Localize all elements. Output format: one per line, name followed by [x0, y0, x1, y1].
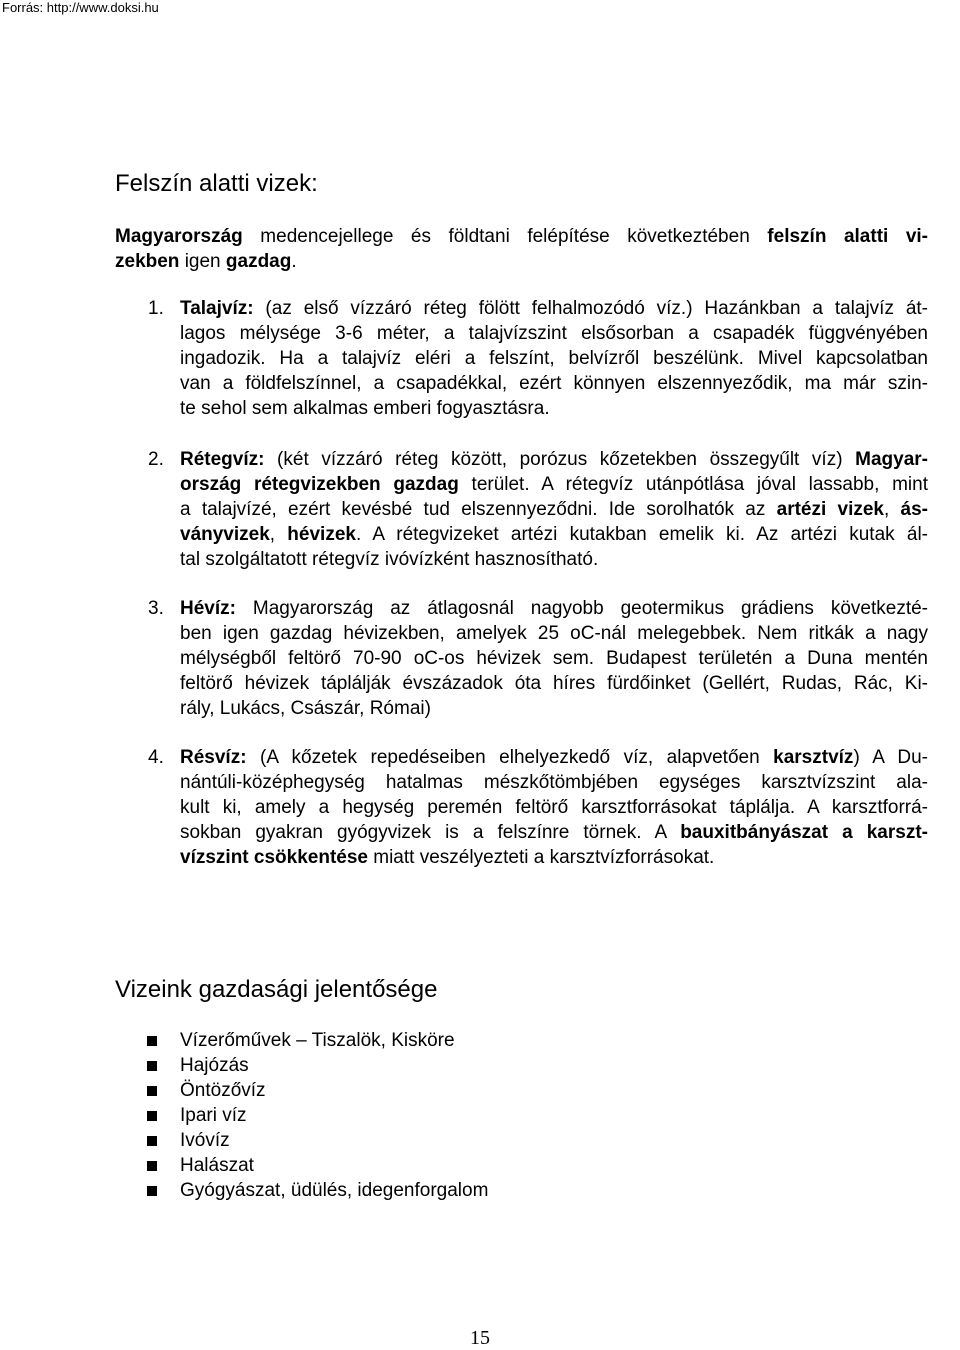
bold-text: Hévíz: [180, 598, 236, 619]
text: . [291, 251, 297, 272]
section-heading-groundwater: Felszín alatti vizek: [115, 170, 318, 197]
intro-line [115, 249, 928, 274]
item-line [180, 497, 928, 522]
item-line: nántúli-középhegység hatalmas mészkőtömbjében egységes karsztvízszint ala- [180, 772, 928, 793]
square-bullet-icon [147, 1161, 157, 1171]
list-item-retegviz [180, 447, 928, 572]
text: (A kőzetek repedéseiben elhelyezkedő víz, alapvetően [246, 747, 774, 768]
bold-text: ország rétegvizekben gazdag [180, 474, 459, 495]
bold-text: zekben [115, 251, 180, 272]
item-line [180, 472, 928, 497]
item-line: mélységből feltörő 70-90 oC-os hévizek sem. Budapest területén a Duna mentén [180, 648, 928, 669]
item-line: feltörő hévizek táplálják évszázadok óta híres fürdőinket (Gellért, Rudas, Rác, Ki- [180, 673, 928, 694]
bold-text: Talajvíz: [180, 298, 254, 319]
list-item-label: Ivóvíz [180, 1130, 230, 1151]
bold-text: gazdag [225, 251, 292, 272]
square-bullet-icon [147, 1136, 157, 1146]
list-item [147, 1153, 488, 1178]
bold-text: ás- [900, 499, 928, 520]
list-item [147, 1178, 488, 1203]
list-item-label: Vízerőművek – Tiszalök, Kisköre [180, 1030, 455, 1051]
list-item [147, 1028, 488, 1053]
list-item-label: Gyógyászat, üdülés, idegenforgalom [180, 1180, 489, 1201]
item-line [180, 845, 928, 870]
text: ) A Du- [853, 747, 928, 768]
bold-text: ványvizek [180, 524, 270, 545]
item-line [180, 745, 928, 770]
square-bullet-icon [147, 1111, 157, 1121]
intro-line [115, 224, 928, 249]
square-bullet-icon [147, 1061, 157, 1071]
text: . A rétegvizeket artézi kutakban emelik ki. Az artézi kutak ál- [355, 524, 928, 545]
text: a talajvízé, ezért kevésbé tud elszennyeződni. Ide sorolhatók az [180, 499, 777, 520]
item-line: ben igen gazdag hévizekben, amelyek 25 oC-nál melegebbek. Nem ritkák a nagy [180, 623, 928, 644]
bold-text: artézi vizek [776, 499, 884, 520]
section-heading-economic: Vizeink gazdasági jelentősége [115, 976, 438, 1003]
list-item [147, 1103, 488, 1128]
text: sokban gyakran gyógyvizek is a felszínre törnek. A [180, 822, 681, 843]
bold-text: vízszint csökkentése [180, 847, 368, 868]
bold-text: felszín alatti vi- [767, 226, 928, 247]
bold-text: Magyar- [855, 449, 928, 470]
list-item [147, 1053, 488, 1078]
square-bullet-icon [147, 1036, 157, 1046]
item-line: tal szolgáltatott rétegvíz ivóvízként hasznosítható. [180, 549, 599, 570]
bold-text: karsztvíz [773, 747, 854, 768]
bold-text: bauxitbányászat a karszt- [680, 822, 928, 843]
text: Magyarország az átlagosnál nagyobb geotermikus grádiens következté- [235, 598, 928, 619]
item-line [180, 820, 928, 845]
list-number: 2. [148, 449, 164, 470]
bold-text: Magyarország [115, 226, 243, 247]
text: , [269, 524, 288, 545]
list-number: 3. [148, 598, 164, 619]
text: (két vízzáró réteg között, porózus kőzetekben összegyűlt víz) [264, 449, 856, 470]
page-number: 15 [470, 1327, 490, 1349]
list-item-resviz [180, 745, 928, 870]
item-line [180, 447, 928, 472]
item-line: ingadozik. Ha a talajvíz eléri a felszínt, belvízről beszélünk. Mivel kapcsolatban [180, 348, 928, 369]
bold-text: Rétegvíz: [180, 449, 265, 470]
list-number: 1. [148, 298, 164, 319]
list-item-heviz [180, 596, 928, 721]
item-line [180, 522, 928, 547]
text: (az első vízzáró réteg fölött felhalmozódó víz.) Hazánkban a talajvíz át- [253, 298, 928, 319]
bold-text: Résvíz: [180, 747, 247, 768]
item-line [180, 596, 928, 621]
item-line: van a földfelszínnel, a csapadékkal, ezért könnyen elszennyeződik, ma már szin- [180, 373, 928, 394]
economic-uses-list [147, 1028, 488, 1203]
item-line: rály, Lukács, Császár, Római) [180, 698, 431, 719]
item-line: kult ki, amely a hegység peremén feltörő karsztforrásokat táplálja. A karsztforrá- [180, 797, 928, 818]
list-item [147, 1128, 488, 1153]
text: medencejellege és földtani felépítése következtében [242, 226, 768, 247]
text: igen [179, 251, 226, 272]
list-item-label: Halászat [180, 1155, 254, 1176]
list-number: 4. [148, 747, 164, 768]
list-item-label: Hajózás [180, 1055, 249, 1076]
item-line: lagos mélysége 3-6 méter, a talajvízszint elsősorban a csapadék függvényében [180, 323, 928, 344]
square-bullet-icon [147, 1186, 157, 1196]
list-item [147, 1078, 488, 1103]
source-url: Forrás: http://www.doksi.hu [2, 0, 159, 15]
text: terület. A rétegvíz utánpótlása jóval lassabb, mint [458, 474, 929, 495]
bold-text: hévizek [287, 524, 356, 545]
square-bullet-icon [147, 1086, 157, 1096]
intro-paragraph [115, 224, 928, 274]
item-line [180, 296, 928, 321]
text: miatt veszélyezteti a karsztvízforrásokat. [367, 847, 715, 868]
list-item-label: Öntözővíz [180, 1080, 266, 1101]
text: , [884, 499, 901, 520]
list-item-talajviz [180, 296, 928, 421]
list-item-label: Ipari víz [180, 1105, 247, 1126]
item-line: te sehol sem alkalmas emberi fogyasztásra. [180, 398, 550, 419]
